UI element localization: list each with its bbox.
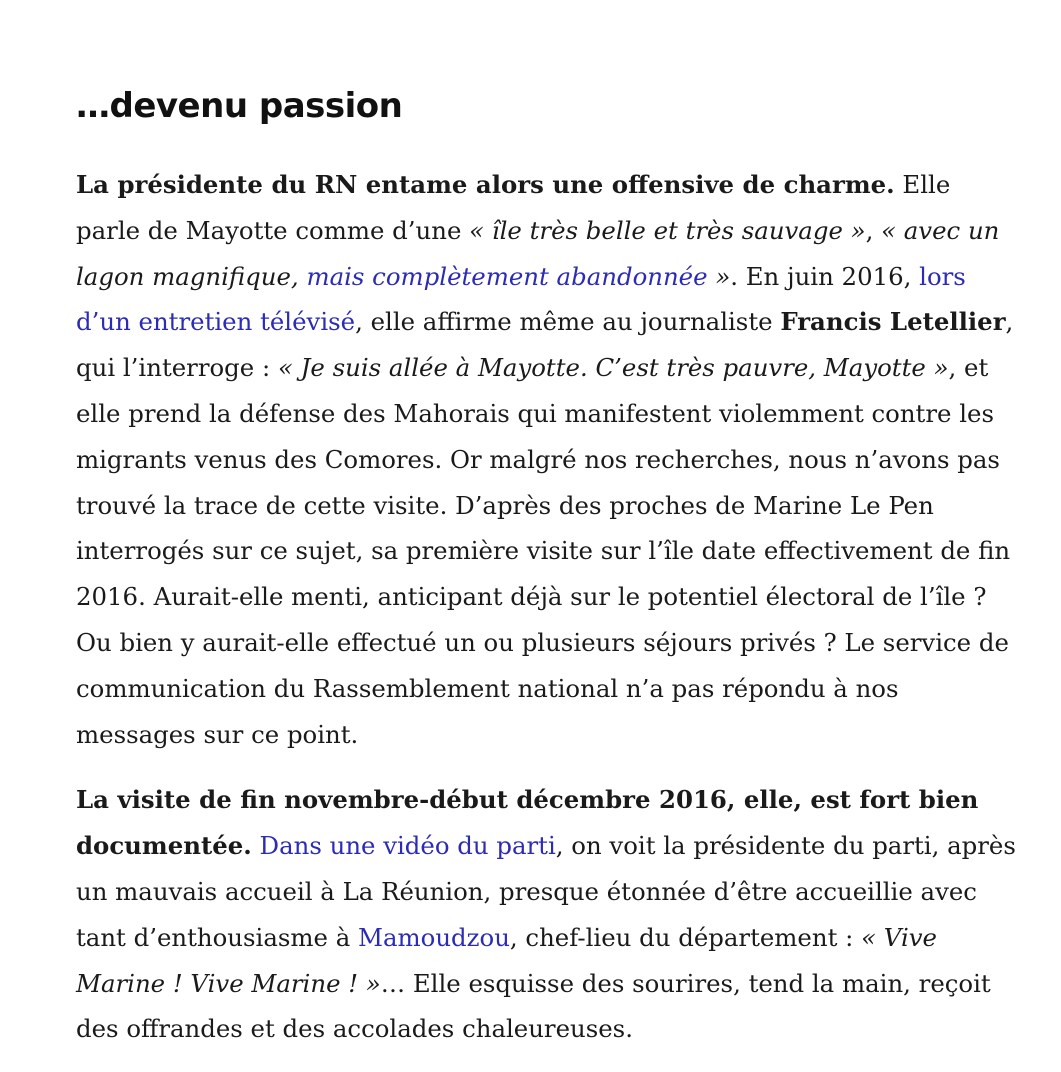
- text-fragment: , et elle prend la défense des Mahorais qui manifestent violemment contre les migrants venus des Comores. Or malgré nos recherches, nous n’avons pas trouvé la trace de cette visite. D’après des proches de Marine Le Pen interrogés sur ce sujet, sa première visite sur l’île date effectivement de fin 2016. Aurait-elle menti, anticipant déjà sur le potentiel électoral de l’île ? Ou bien y aurait-elle effectué un ou plusieurs séjours privés ? Le service de communication du Rassemblement national n’a pas répondu à nos messages sur ce point.: [76, 353, 1011, 749]
- quote-vive-marine: « Vive Marine ! Vive Marine ! »: [76, 922, 937, 998]
- paragraph-2: [76, 777, 1016, 1052]
- quote-ile-belle: « île très belle et très sauvage »: [469, 215, 866, 245]
- text-fragment: Elle parle de Mayotte comme d’une: [76, 170, 951, 245]
- text-fragment: … Elle esquisse des sourires, tend la main, reçoit des offrandes et des accolades chaleureuses.: [76, 968, 991, 1044]
- paragraph-1: [76, 162, 1016, 757]
- text-fragment: , elle affirme même au journaliste: [355, 307, 781, 337]
- quote-lagon-end: »: [707, 261, 731, 291]
- text-fragment: [252, 831, 260, 860]
- section-heading: …devenu passion: [76, 86, 403, 126]
- quote-mayotte-pauvre: « Je suis allée à Mayotte. C’est très pauvre, Mayotte »: [277, 353, 949, 383]
- link-video-du-parti[interactable]: Dans une vidéo du parti: [259, 831, 556, 861]
- quote-lagon-start: « avec un lagon magnifique,: [76, 215, 1000, 291]
- journalist-name: Francis Letellier: [780, 307, 1006, 337]
- text-fragment: , chef-lieu du département :: [509, 922, 862, 952]
- paragraph-1-lead: La présidente du RN entame alors une offensive de charme.: [76, 170, 895, 199]
- text-fragment: , qui l’interroge :: [76, 307, 1014, 383]
- text-fragment: . En juin 2016,: [730, 261, 920, 291]
- paragraph-2-lead: La visite de fin novembre-début décembre 2016, elle, est fort bien documentée.: [76, 785, 979, 861]
- link-entretien-televise[interactable]: lors d’un entretien télévisé: [76, 261, 966, 337]
- article-body: [76, 84, 1016, 1072]
- text-fragment: , on voit la présidente du parti, après un mauvais accueil à La Réunion, presque étonnée d’être accueillie avec tant d’enthousiasme à: [76, 831, 1016, 952]
- link-completement-abandonnee[interactable]: mais complètement abandonnée: [306, 261, 708, 291]
- link-mamoudzou[interactable]: Mamoudzou: [358, 922, 510, 952]
- text-fragment: ,: [865, 215, 882, 245]
